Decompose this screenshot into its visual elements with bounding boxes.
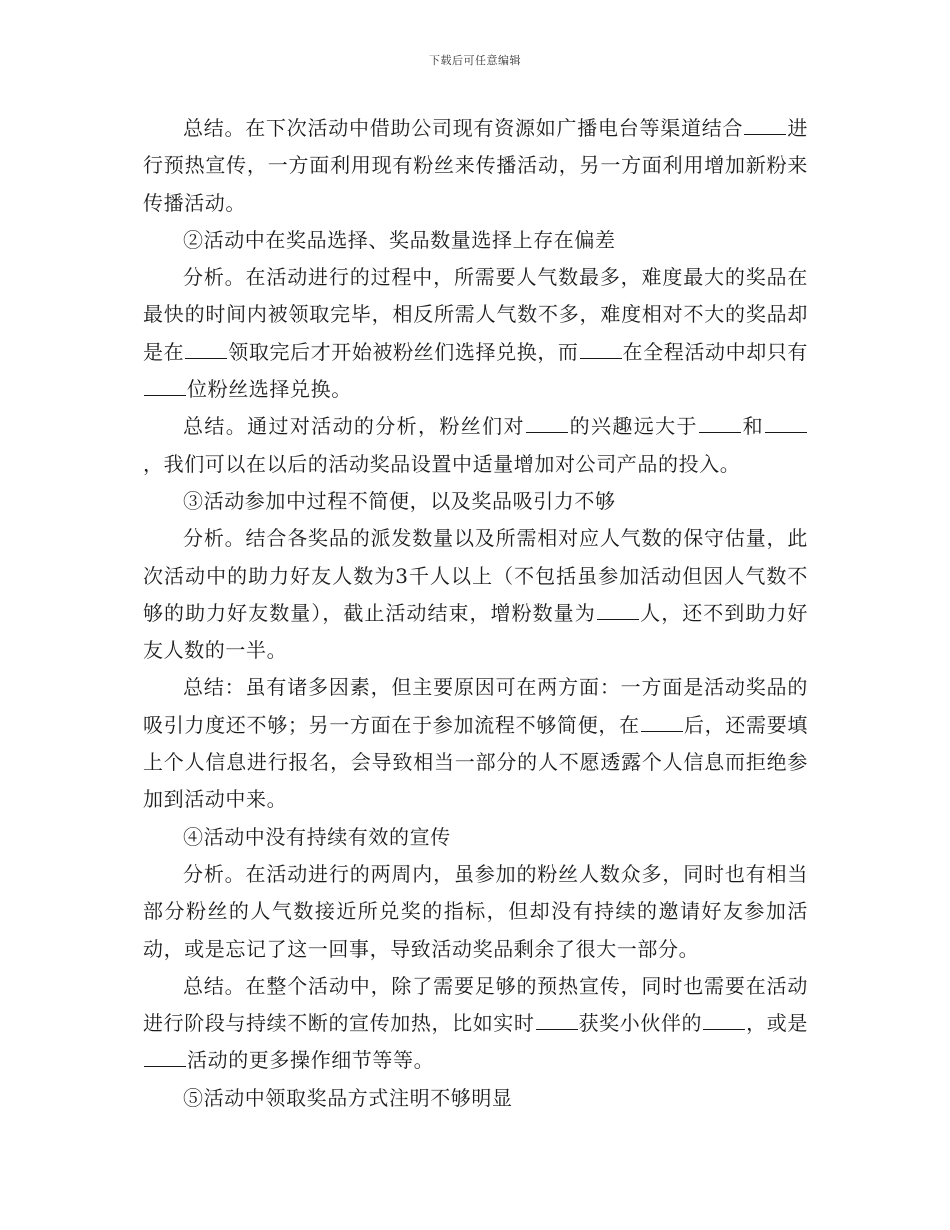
fill-blank <box>703 1008 745 1030</box>
fill-blank <box>580 337 622 359</box>
paragraph: 分析。在活动进行的过程中，所需要人气数最多，难度最大的奖品在最快的时间内被领取完毕，相反所需人气数不多，难度相对不大的奖品却是在 领取完后才开始被粉丝们选择兑换，而 在全程活动中却只有位粉丝选择兑换。 <box>143 265 809 402</box>
fill-blank <box>526 411 568 433</box>
fill-blank <box>765 411 807 433</box>
page-header: 下载后可任意编辑 <box>429 54 521 67</box>
fill-blank <box>744 113 786 135</box>
section-heading: ⑤活动中领取奖品方式注明不够明显 <box>183 1085 513 1110</box>
fill-blank <box>144 1045 186 1067</box>
paragraph: 总结：虽有诸多因素，但主要原因可在两方面：一方面是活动奖品的吸引力度还不够；另一方面在于参加流程不够简便，在 后，还需要填上个人信息进行报名，会导致相当一部分的人不愿透露个人信息而拒绝参加到活动中来。 <box>143 675 808 812</box>
fill-blank <box>144 374 186 396</box>
fill-blank <box>185 337 227 359</box>
paragraph: 总结。在整个活动中，除了需要足够的预热宣传，同时也需要在活动进行阶段与持续不断的宣传加热，比如实时 获奖小伙伴的 ，或是活动的更多操作细节等等。 <box>143 973 808 1073</box>
section-heading: ③活动参加中过程不简便，以及奖品吸引力不够 <box>183 488 616 513</box>
section-heading: ②活动中在奖品选择、奖品数量选择上存在偏差 <box>183 227 616 252</box>
section-heading: ④活动中没有持续有效的宣传 <box>183 824 451 849</box>
fill-blank <box>536 1008 578 1030</box>
fill-blank <box>641 710 683 732</box>
paragraph: 总结。通过对活动的分析，粉丝们对 的兴趣远大于 和，我们可以在以后的活动奖品设置中适量增加对公司产品的投入。 <box>143 408 808 483</box>
fill-blank <box>597 598 639 620</box>
paragraph: 总结。在下次活动中借助公司现有资源如广播电台等渠道结合 进行预热宣传，一方面利用现有粉丝来传播活动，另一方面利用增加新粉来传播活动。 <box>143 110 808 222</box>
fill-blank <box>699 411 741 433</box>
paragraph: 分析。在活动进行的两周内，虽参加的粉丝人数众多，同时也有相当部分粉丝的人气数接近所兑奖的指标，但却没有持续的邀请好友参加活动，或是忘记了这一回事，导致活动奖品剩余了很大一部分。 <box>143 861 808 961</box>
document-body <box>143 110 808 1117</box>
paragraph: 分析。结合各奖品的派发数量以及所需相对应人气数的保守估量，此次活动中的助力好友人数为3千人以上（不包括虽参加活动但因人气数不够的助力好友数量），截止活动结束，增粉数量为 人，还不到助力好友人数的一半。 <box>143 526 808 663</box>
